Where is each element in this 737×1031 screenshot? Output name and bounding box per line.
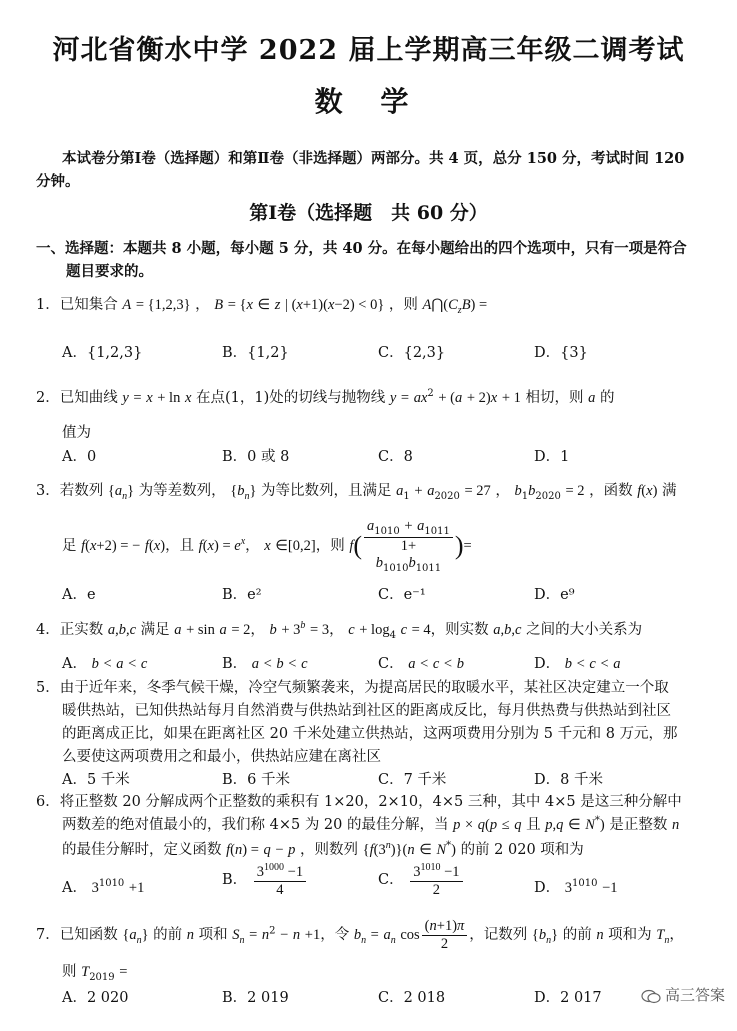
watermark-text: 高三答案 <box>664 986 725 1004</box>
q6-option-c: C． $\frac{3^{1010} -1}{2}$ <box>378 862 465 898</box>
q3-option-c: C．e⁻¹ <box>378 587 426 603</box>
q6-option-d: D． $3^{1010} -1$ <box>534 878 618 896</box>
q4-option-c: C． a < c < b <box>378 656 464 672</box>
q2-option-b: B．0 或 8 <box>222 449 290 465</box>
exam-title: 河北省衡水中学 2022 届上学期高三年级二调考试 <box>52 35 685 66</box>
q4-option-d: D． b < c < a <box>534 656 621 672</box>
q1-option-b: B．{1,2} <box>222 345 289 361</box>
question-5-line-2: 暖供热站，已知供热站每月自然消费与供热站到社区的距离成反比，每月供热费与供热站到社区 <box>62 703 671 719</box>
q2-continuation: 值为 <box>62 425 91 441</box>
q5-option-b: B．6 千米 <box>222 772 290 788</box>
q6-option-b: B． $\frac{3^{1000} -1}{4}$ <box>222 862 308 898</box>
question-1: 1．已知集合 A = {1,2,3} ， B = {x ∈ z | (x+1)(x−2) < 0} ，则 $A⋂(C_zB)$ = <box>36 297 488 316</box>
q5-option-c: C．7 千米 <box>378 772 447 788</box>
question-5-line-3: 的距离成正比，如果在距离社区 20 千米处建立供热站，这两项费用分别为 5 千元和 8 万元，那 <box>62 726 678 742</box>
q5-option-a: A．5 千米 <box>62 772 130 788</box>
question-3-line-2: 足 f(x+2) = − f(x)，且 $f(x) = e^x$， x ∈[0,2]，则 f( $a_{1010} + a_{1011}$ 1+ $b_{1010}b_{1011})=$ <box>62 518 472 574</box>
q2-option-c: C．8 <box>378 449 413 465</box>
q3-option-a: A．e <box>62 587 96 603</box>
q7-option-c: C．2 018 <box>378 990 446 1006</box>
q5-option-d: D．8 千米 <box>534 772 603 788</box>
q3-option-b: B．e² <box>222 587 262 603</box>
question-7-line-2: 则 $T_{2019}$ = <box>62 964 128 983</box>
watermark <box>641 984 725 1005</box>
question-4: 4．正实数 a,b,c 满足 a + sin a = 2， $b + 3^b = 3$， $c + \log_4 c = 4$，则实数 a,b,c 之间的大小关系为 <box>36 620 643 641</box>
question-7: 7．已知函数 $\{a_n\}$ 的前 n 项和 $S_n = n^2 - n +1$，令 $b_n = a_n$ cos $\frac{(n+1)\pi}{2}$ ，记数列 $\{b_n\}$ 的前 n 项和为 $T_n$， <box>36 918 684 952</box>
q4-option-b: B． a < b < c <box>222 656 308 672</box>
q7-option-a: A．2 020 <box>62 990 129 1006</box>
q1-option-a: A．{1,2,3} <box>62 345 143 361</box>
q2-option-a: A．0 <box>62 449 97 465</box>
question-6-line-3: 的最佳分解时，定义函数 f(n) = q − p ，则数列 {f(3$^n$)}(n ∈ N*) 的前 2 020 项和为 <box>62 840 584 858</box>
q3-option-d: D．e⁹ <box>534 587 575 603</box>
q7-option-b: B．2 019 <box>222 990 289 1006</box>
q2-option-d: D．1 <box>534 449 570 465</box>
subject-title: 数 学 <box>314 85 423 118</box>
q4-option-a: A． b < a < c <box>62 656 148 672</box>
question-2: 2．已知曲线 y = x + ln x 在点(1，1)处的切线与抛物线 $y = ax^2 + (a + 2)x + 1$ 相切，则 a 的 <box>36 388 615 406</box>
wechat-icon <box>641 989 661 1004</box>
intro-line-1: 本试卷分第Ⅰ卷（选择题）和第Ⅱ卷（非选择题）两部分。共 4 页，总分 150 分，考试时间 120 <box>62 150 685 167</box>
question-6-line-1: 6．将正整数 20 分解成两个正整数的乘积有 1×20，2×10，4×5 三种，其中 4×5 是这三种分解中 <box>36 794 682 810</box>
q1-option-c: C．{2,3} <box>378 345 446 361</box>
question-5-line-1: 5．由于近年来，冬季气候干燥，冷空气频繁袭来，为提高居民的取暖水平，某社区决定建立一个取 <box>36 680 669 696</box>
q7-option-d: D．2 017 <box>534 990 602 1006</box>
q1-option-d: D．{3} <box>534 345 588 361</box>
section-title: 第Ⅰ卷（选择题 共 60 分） <box>249 202 488 224</box>
intro-line-2: 分钟。 <box>36 173 80 190</box>
section-instruction-2: 题目要求的。 <box>66 263 153 280</box>
q6-option-a: A． $3^{1010} +1$ <box>62 878 145 896</box>
question-6-line-2: 两数差的绝对值最小的，我们称 4×5 为 20 的最佳分解，当 p × q(p ≤ q 且 p,q ∈ N*) 是正整数 n <box>62 815 680 833</box>
question-3: 3．若数列 $\{a_n\}$ 为等差数列， $\{b_n\}$ 为等比数列，且满足 $a_1 + a_{2020} = 27$ ， $b_1b_{2020} = 2$ ，函数 f(x) 满 <box>36 483 677 502</box>
section-instruction-1: 一、选择题：本题共 8 小题，每小题 5 分，共 40 分。在每小题给出的四个选项中，只有一项是符合 <box>36 240 687 257</box>
question-5-line-4: 么要使这两项费用之和最小，供热站应建在离社区 <box>62 749 381 765</box>
